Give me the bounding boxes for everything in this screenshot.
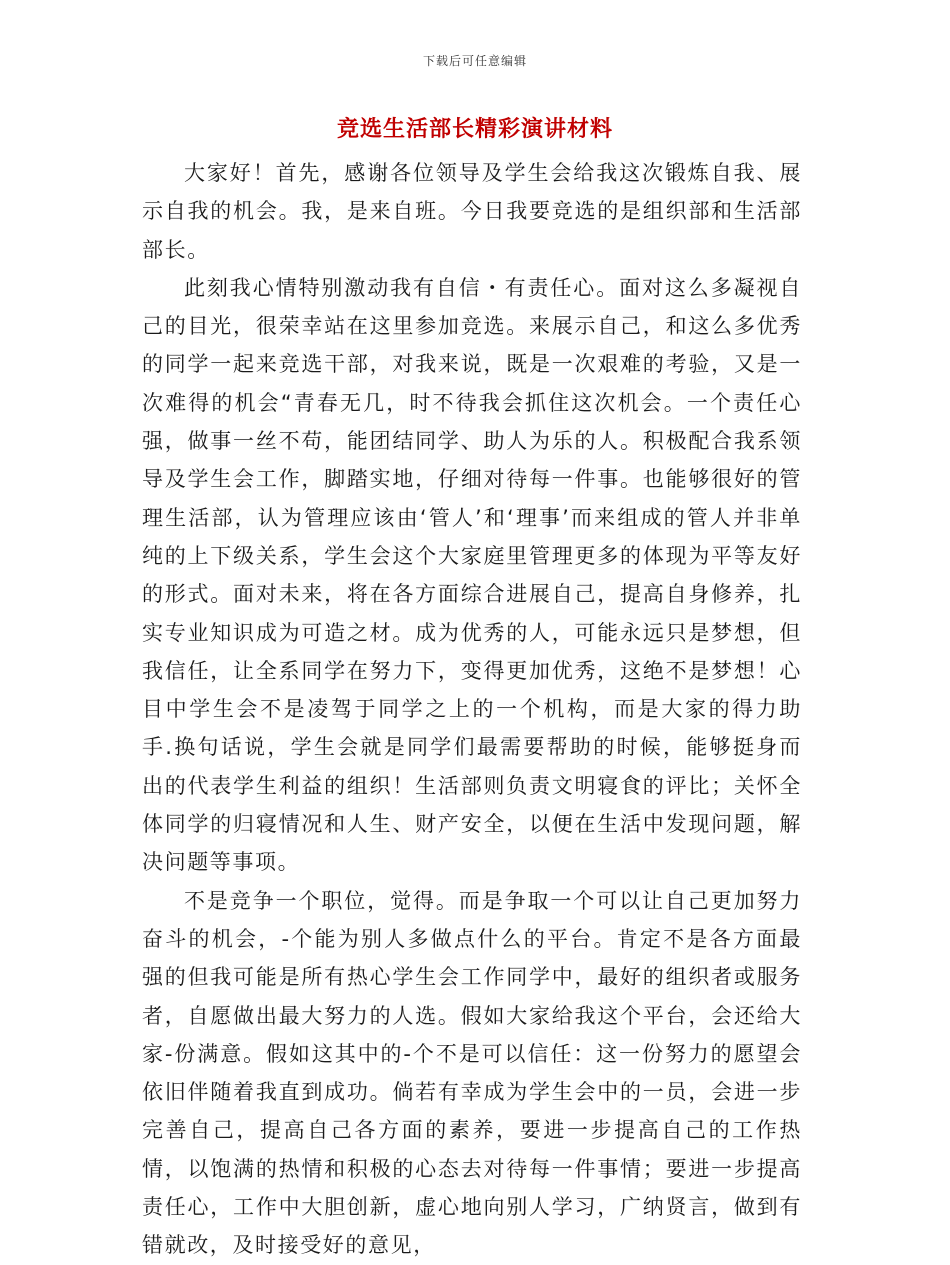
document-body — [142, 154, 802, 1265]
document-title: 竞选生活部长精彩演讲材料 — [336, 117, 613, 142]
paragraph: 不是竞争一个职位，觉得。而是争取一个可以让自己更加努力奋斗的机会，-个能为别人多做点什么的平台。肯定不是各方面最强的但我可能是所有热心学生会工作同学中，最好的组织者或服务者，自愿做出最大努力的人选。假如大家给我这个平台，会还给大家-份满意。假如这其中的-个不是可以信任：这一份努力的愿望会依旧伴随着我直到成功。倘若有幸成为学生会中的一员，会进一步完善自己，提高自己各方面的素养，要进一步提高自己的工作热情，以饱满的热情和积极的心态去对待每一件事情；要进一步提高责任心，工作中大胆创新，虚心地向别人学习，广纳贤言，做到有错就改，及时接受好的意见， — [142, 888, 802, 1258]
paragraph: 此刻我心情特别激动我有自信・有责任心。面对这么多凝视自己的目光，很荣幸站在这里参加竞选。来展示自己，和这么多优秀的同学一起来竞选干部，对我来说，既是一次艰难的考验，又是一次难得的机会“青春无几，时不待我会抓住这次机会。一个责任心强，做事一丝不苟，能团结同学、助人为乐的人。积极配合我系领导及学生会工作，脚踏实地，仔细对待每一件事。也能够很好的管理生活部，认为管理应该由‘管人’和‘理事’而来组成的管人并非单纯的上下级关系，学生会这个大家庭里管理更多的体现为平等友好的形式。面对未来，将在各方面综合进展自己，提高自身修养，扎实专业知识成为可造之材。成为优秀的人，可能永远只是梦想，但我信任，让全系同学在努力下，变得更加优秀，这绝不是梦想！心目中学生会不是凌驾于同学之上的一个机构，而是大家的得力助手.换句话说，学生会就是同学们最需要帮助的时候，能够挺身而出的代表学生利益的组织！生活部则负责文明寝食的评比；关怀全体同学的归寝情况和人生、财产安全，以便在生活中发现问题，解决问题等事项。 — [142, 275, 802, 875]
header-note: 下载后可任意编辑 — [422, 54, 527, 68]
paragraph: 大家好！首先，感谢各位领导及学生会给我这次锻炼自我、展示自我的机会。我，是来自班。今日我要竞选的是组织部和生活部部长。 — [142, 161, 802, 262]
